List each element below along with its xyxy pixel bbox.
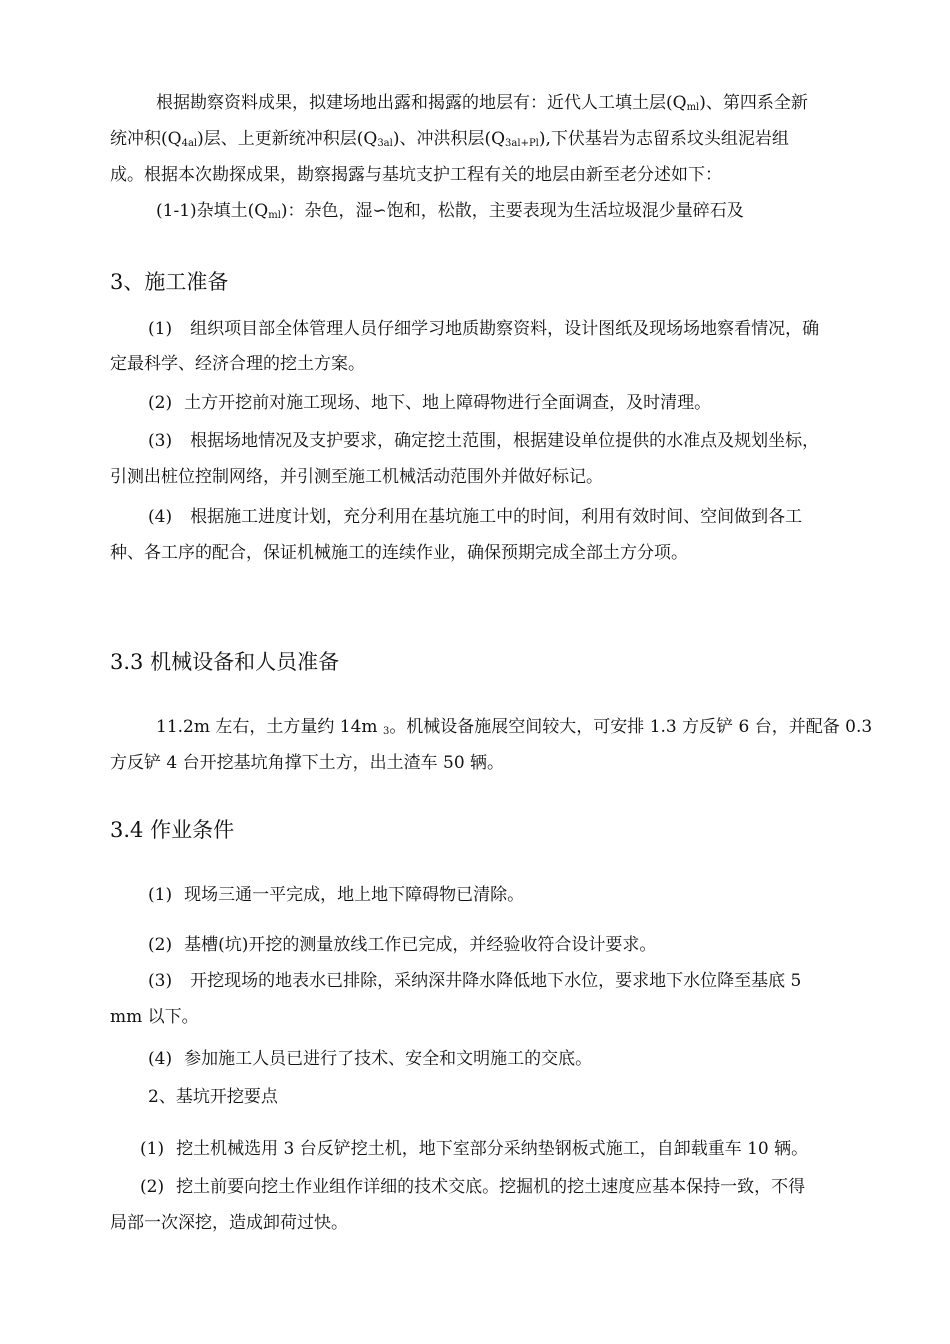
section-3-title: 3、施工准备 xyxy=(110,270,229,294)
s33-line-2: 方反铲 4 台开挖基坑角撑下土方，出土渣车 50 辆。 xyxy=(110,753,505,773)
s34-item-3-line-1: (3) 开挖现场的地表水已排除，采纳深井降水降低地下水位，要求地下水位降至基底 5 xyxy=(148,971,802,991)
geology-line-4: (1-1)杂填土$(Q_{ml})$：杂色，湿∽饱和，松散，主要表现为生活垃圾混少量碎石及 xyxy=(156,201,744,221)
s3-item-4-line-1: (4) 根据施工进度计划，充分利用在基坑施工中的时间，利用有效时间、空间做到各工 xyxy=(148,507,803,527)
s34-item-2: (2) 基槽(坑)开挖的测量放线工作已完成，并经验收符合设计要求。 xyxy=(148,935,657,955)
s2-item-1: (1) 挖土机械选用 3 台反铲挖土机，地下室部分采纳垫钢板式施工，自卸载重车 10 辆。 xyxy=(140,1139,809,1159)
s3-item-3-line-1: (3) 根据场地情况及支护要求，确定挖土范围，根据建设单位提供的水准点及规划坐标， xyxy=(148,431,820,451)
s3-item-3-line-2: 引测出桩位控制网络，并引测至施工机械活动范围外并做好标记。 xyxy=(110,467,603,487)
s34-item-4: (4) 参加施工人员已进行了技术、安全和文明施工的交底。 xyxy=(148,1049,593,1069)
s3-item-4-line-2: 种、各工序的配合，保证机械施工的连续作业，确保预期完成全部土方分项。 xyxy=(110,543,688,563)
section-3-3-title: 3.3 机械设备和人员准备 xyxy=(110,650,340,674)
geology-line-3: 成。根据本次勘探成果，勘察揭露与基坑支护工程有关的地层由新至老分述如下： xyxy=(110,165,722,185)
s34-item-1: (1) 现场三通一平完成，地上地下障碍物已清除。 xyxy=(148,885,525,905)
section-2-title: 2、基坑开挖要点 xyxy=(148,1087,278,1107)
s3-item-2-line-1: (2) 土方开挖前对施工现场、地下、地上障碍物进行全面调查，及时清理。 xyxy=(148,393,712,413)
s3-item-1-line-2: 定最科学、经济合理的挖土方案。 xyxy=(110,354,365,374)
geology-line-2: 统冲积$(Q_{4al})$层、上更新统冲积层$(Q_{3al})$、冲洪积层$(Q_{3al+Pl})$,下伏基岩为志留系坟头组泥岩组 xyxy=(110,129,789,149)
geology-line-1: 根据勘察资料成果，拟建场地出露和揭露的地层有：近代人工填土层$(Q_{ml})$、第四系全新 xyxy=(156,93,808,113)
s2-item-2-line-2: 局部一次深挖，造成卸荷过快。 xyxy=(110,1213,348,1233)
s3-item-1-line-1: (1) 组织项目部全体管理人员仔细学习地质勘察资料，设计图纸及现场场地察看情况，确 xyxy=(148,319,820,339)
s34-item-3-line-2: mm 以下。 xyxy=(110,1007,199,1027)
s33-line-1: 11.2m 左右，土方量约 14m $^3$。机械设备施展空间较大，可安排 1.3 方反铲 6 台，并配备 0.3 xyxy=(156,717,873,737)
s2-item-2-line-1: (2) 挖土前要向挖土作业组作详细的技术交底。挖掘机的挖土速度应基本保持一致，不得 xyxy=(140,1177,806,1197)
section-3-4-title: 3.4 作业条件 xyxy=(110,818,235,842)
